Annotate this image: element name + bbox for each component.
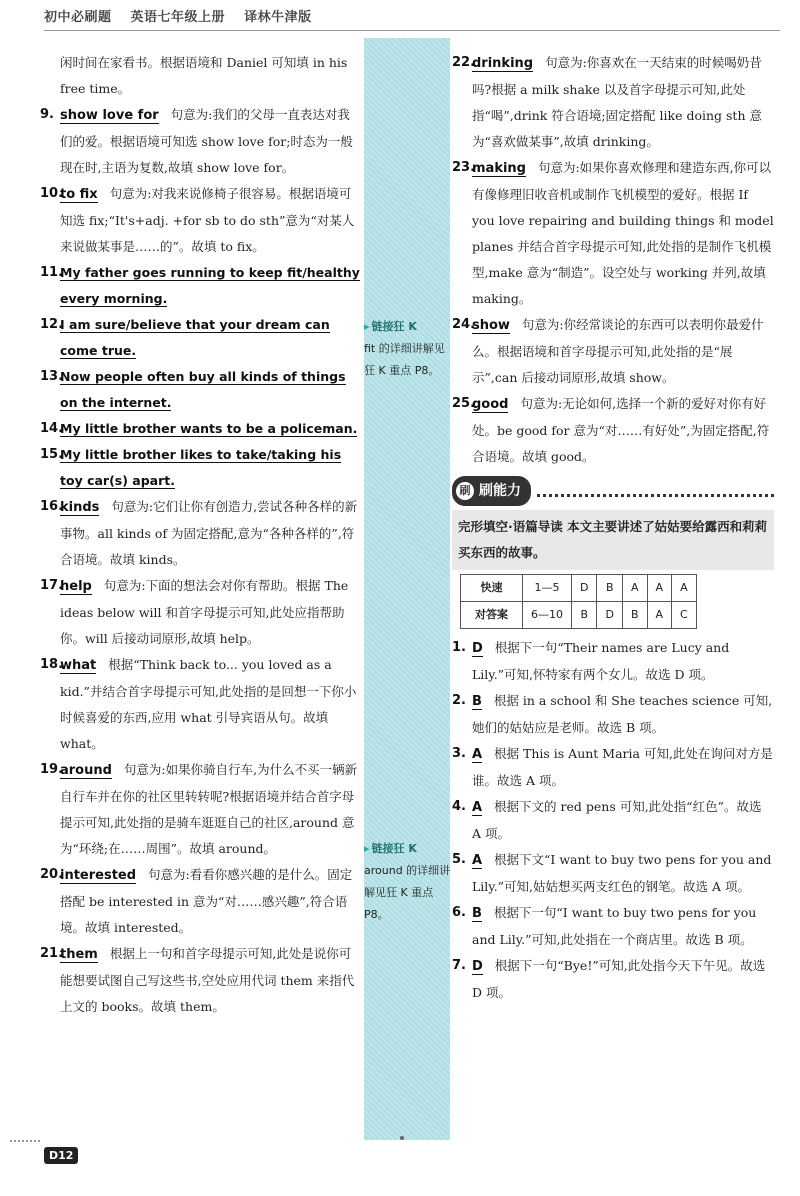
brush-icon: 刷 bbox=[456, 482, 474, 500]
answer-key: to fix bbox=[60, 187, 98, 202]
answer-key: D bbox=[472, 641, 483, 656]
answer-key: them bbox=[60, 947, 98, 962]
answer-key: kinds bbox=[60, 500, 100, 515]
answer-key: what bbox=[60, 658, 97, 673]
explanation: 根据下文“I want to buy two pens for you and Lily.”可知,姑姑想买两支红色的钢笔。故选 A 项。 bbox=[472, 852, 772, 894]
answer-item-24: 24. show 句意为:你经常谈论的东西可以表明你最爱什么。根据语境和首字母提示可知,此处指的是“展示”,can 后接动词原形,故填 show。 bbox=[452, 317, 764, 385]
passage-summary: 完形填空·语篇导读 本文主要讲述了姑姑要给露西和莉莉买东西的故事。 bbox=[452, 510, 774, 570]
link-title: ▸ 链接狂 K bbox=[364, 316, 452, 338]
cloze-answer-1: 1. D 根据下一句“Their names are Lucy and Lily.”可知,怀特家有两个女儿。故选 D 项。 bbox=[452, 640, 730, 682]
answer-item-19: 19. around 句意为:如果你骑自行车,为什么不买一辆新自行车并在你的社区里转转呢?根据语境并结合首字母提示可知,此处指的是骑车逛逛自己的社区,around 意为“环绕;在……周围”。故填 around。 bbox=[40, 762, 358, 856]
answer-key: show bbox=[472, 318, 510, 333]
answer-item-20: 20. interested 句意为:看看你感兴趣的是什么。固定搭配 be interested in 意为“对……感兴趣”,符合语境。故填 interested。 bbox=[40, 867, 353, 935]
answer-key: B bbox=[472, 694, 482, 709]
answer-key: show love for bbox=[60, 108, 159, 123]
cloze-answer-7: 7. D 根据下一句“Bye!”可知,此处指今天下午见。故选 D 项。 bbox=[452, 958, 766, 1000]
answer-item-21: 21. them 根据上一句和首字母提示可知,此处是说你可能想要试图自己写这些书,空处应用代词 them 来指代上文的 books。故填 them。 bbox=[40, 946, 355, 1014]
explanation: 根据下一句“Bye!”可知,此处指今天下午见。故选 D 项。 bbox=[472, 958, 766, 1000]
margin-dot bbox=[400, 1136, 404, 1140]
explanation: 根据下文的 red pens 可知,此处指“红色”。故选 A 项。 bbox=[472, 799, 762, 841]
answer-key: making bbox=[472, 161, 526, 176]
answer-key: around bbox=[60, 763, 112, 778]
answer-key: A bbox=[472, 853, 483, 868]
sentence-item-11: 11. My father goes running to keep fit/healthy every morning. bbox=[40, 265, 360, 306]
explanation: 根据下一句“Their names are Lucy and Lily.”可知,怀特家有两个女儿。故选 D 项。 bbox=[472, 640, 730, 682]
answer-item-16: 16. kinds 句意为:它们让你有创造力,尝试各种各样的新事物。all kinds of 为固定搭配,意为“各种各样的”,符合语境。故填 kinds。 bbox=[40, 499, 358, 567]
sentence-answer: My father goes running to keep fit/healthy every morning. bbox=[60, 265, 360, 306]
answer-key: A bbox=[472, 800, 483, 815]
page-number: D12 bbox=[44, 1147, 78, 1164]
answer-key: good bbox=[472, 397, 509, 412]
answer-key: drinking bbox=[472, 56, 534, 71]
explanation: 根据上一句和首字母提示可知,此处是说你可能想要试图自己写这些书,空处应用代词 them 来指代上文的 books。故填 them。 bbox=[60, 946, 355, 1014]
sentence-answer: I am sure/believe that your dream can come true. bbox=[60, 317, 330, 358]
link-title: ▸ 链接狂 K bbox=[364, 838, 452, 860]
sentence-item-12: 12. I am sure/believe that your dream can come true. bbox=[40, 317, 330, 358]
answer-key: interested bbox=[60, 868, 137, 883]
sentence-item-15: 15. My little brother likes to take/taking his toy car(s) apart. bbox=[40, 447, 342, 488]
explanation: 根据 This is Aunt Maria 可知,此处在询问对方是谁。故选 A 项。 bbox=[472, 746, 773, 788]
sentence-item-13: 13. Now people often buy all kinds of things on the internet. bbox=[40, 369, 346, 410]
cloze-answer-3: 3. A 根据 This is Aunt Maria 可知,此处在询问对方是谁。故选 A 项。 bbox=[452, 746, 773, 788]
answer-item-9: 9. show love for 句意为:我们的父母一直表达对我们的爱。根据语境可知选 show love for;时态为一般现在时,主语为复数,故填 show love for。 bbox=[40, 107, 353, 175]
page-header bbox=[44, 6, 326, 32]
answer-item-23: 23. making 句意为:如果你喜欢修理和建造东西,你可以有像修理旧收音机或制作飞机模型的爱好。根据 If you love repairing and building things 和 model planes 并结合首字母提示可知,此处指的是制作飞机模型,make 意为“制造”。设空处与 working 并列,故填 making。 bbox=[452, 160, 774, 306]
explanation: 句意为:你经常谈论的东西可以表明你最爱什么。根据语境和首字母提示可知,此处指的是“展示”,can 后接动词原形,故填 show。 bbox=[472, 317, 764, 385]
side-note-around bbox=[364, 838, 452, 926]
side-note-fit bbox=[364, 316, 452, 382]
explanation: 句意为:你喜欢在一天结束的时候喝奶昔吗?根据 a milk shake 以及首字母提示可知,此处指“喝”,drink 符合语境;固定搭配 like doing sth 意为“喜欢做某事”,故填 drinking。 bbox=[472, 55, 762, 149]
right-column bbox=[452, 50, 774, 1006]
subject-title: 英语七年级上册 bbox=[130, 10, 226, 25]
section-title: 刷能力 bbox=[479, 483, 521, 499]
sentence-answer: My little brother wants to be a policeman. bbox=[60, 421, 358, 436]
sentence-item-14: 14. My little brother wants to be a policeman. bbox=[40, 421, 358, 436]
intro-text: 闲时间在家看书。根据语境和 Daniel 可知填 in his free time。 bbox=[60, 55, 348, 96]
quick-label: 快速 bbox=[461, 575, 523, 602]
explanation: 句意为:下面的想法会对你有帮助。根据 The ideas below will 和首字母提示可知,此处应指帮助你。will 后接动词原形,故填 help。 bbox=[60, 578, 349, 646]
answer-item-25: 25. good 句意为:无论如何,选择一个新的爱好对你有好处。be good for 意为“对……有好处”,为固定搭配,符合语境。故填 good。 bbox=[452, 396, 770, 464]
explanation: 句意为:我们的父母一直表达对我们的爱。根据语境可知选 show love for;时态为一般现在时,主语为复数,故填 show love for。 bbox=[60, 107, 353, 175]
header-divider bbox=[44, 30, 780, 31]
cloze-answer-4: 4. A 根据下文的 red pens 可知,此处指“红色”。故选 A 项。 bbox=[452, 799, 762, 841]
answer-key: help bbox=[60, 579, 92, 594]
answer-key: A bbox=[472, 747, 483, 762]
answer-key: B bbox=[472, 906, 482, 921]
sentence-answer: My little brother likes to take/taking his toy car(s) apart. bbox=[60, 447, 342, 488]
explanation: 根据 in a school 和 She teaches science 可知,她们的姑姑应是老师。故选 B 项。 bbox=[472, 693, 773, 735]
side-margin-strip bbox=[364, 38, 450, 1140]
answer-key: D bbox=[472, 959, 483, 974]
answer-item-18: 18. what 根据“Think back to... you loved as a kid.”并结合首字母提示可知,此处指的是回想一下你小时候喜爱的东西,应用 what 引导宾语从句。故填 what。 bbox=[40, 657, 357, 751]
answer-item-22: 22. drinking 句意为:你喜欢在一天结束的时候喝奶昔吗?根据 a milk shake 以及首字母提示可知,此处指“喝”,drink 符合语境;固定搭配 like doing sth 意为“喜欢做某事”,故填 drinking。 bbox=[452, 55, 762, 149]
section-badge bbox=[452, 476, 531, 506]
explanation: 句意为:无论如何,选择一个新的爱好对你有好处。be good for 意为“对……有好处”,为固定搭配,符合语境。故填 good。 bbox=[472, 396, 770, 464]
quick-answer-table: 快速 1—5 D B A A A 对答案 6—10 B D B A C bbox=[460, 574, 697, 629]
left-column bbox=[40, 50, 362, 1020]
explanation: 句意为:如果你骑自行车,为什么不买一辆新自行车并在你的社区里转转呢?根据语境并结合首字母提示可知,此处指的是骑车逛逛自己的社区,around 意为“环绕;在……周围”。故填 around。 bbox=[60, 762, 358, 856]
explanation: 根据下一句“I want to buy two pens for you and Lily.”可知,此处指在一个商店里。故选 B 项。 bbox=[472, 905, 757, 947]
explanation: 句意为:对我来说修椅子很容易。根据语境可知选 fix;“It's+adj. +for sb to do sth”意为“对某人来说做某事是……的”。故填 to fix。 bbox=[60, 186, 355, 254]
footer-dotted-line bbox=[10, 1140, 40, 1142]
cloze-answer-6: 6. B 根据下一句“I want to buy two pens for you and Lily.”可知,此处指在一个商店里。故选 B 项。 bbox=[452, 905, 757, 947]
answer-item-10: 10. to fix 句意为:对我来说修椅子很容易。根据语境可知选 fix;“It's+adj. +for sb to do sth”意为“对某人来说做某事是……的”。故填 to fix。 bbox=[40, 186, 355, 254]
explanation: 句意为:它们让你有创造力,尝试各种各样的新事物。all kinds of 为固定搭配,意为“各种各样的”,符合语境。故填 kinds。 bbox=[60, 499, 358, 567]
answer-item-17: 17. help 句意为:下面的想法会对你有帮助。根据 The ideas below will 和首字母提示可知,此处应指帮助你。will 后接动词原形,故填 help。 bbox=[40, 578, 349, 646]
edition-title: 译林牛津版 bbox=[244, 10, 312, 25]
link-text: around 的详细讲解见狂 K 重点 P8。 bbox=[364, 864, 451, 921]
explanation: 句意为:看看你感兴趣的是什么。固定搭配 be interested in 意为“对……感兴趣”,符合语境。故填 interested。 bbox=[60, 867, 353, 935]
quick-label: 对答案 bbox=[461, 602, 523, 629]
sentence-answer: Now people often buy all kinds of things on the internet. bbox=[60, 369, 346, 410]
link-text: fit 的详细讲解见狂 K 重点 P8。 bbox=[364, 342, 445, 377]
explanation: 句意为:如果你喜欢修理和建造东西,你可以有像修理旧收音机或制作飞机模型的爱好。根据 If you love repairing and building things 和 model planes 并结合首字母提示可知,此处指的是制作飞机模型,make 意为“制造”。设空处与 working 并列,故填 making。 bbox=[472, 160, 774, 306]
cloze-answer-2: 2. B 根据 in a school 和 She teaches science 可知,她们的姑姑应是老师。故选 B 项。 bbox=[452, 693, 773, 735]
explanation: 根据“Think back to... you loved as a kid.”并结合首字母提示可知,此处指的是回想一下你小时候喜爱的东西,应用 what 引导宾语从句。故填 what。 bbox=[60, 657, 357, 751]
section-header bbox=[452, 476, 774, 506]
book-title: 初中必刷题 bbox=[44, 10, 112, 25]
cloze-answer-5: 5. A 根据下文“I want to buy two pens for you and Lily.”可知,姑姑想买两支红色的钢笔。故选 A 项。 bbox=[452, 852, 772, 894]
dotted-divider bbox=[537, 486, 774, 497]
